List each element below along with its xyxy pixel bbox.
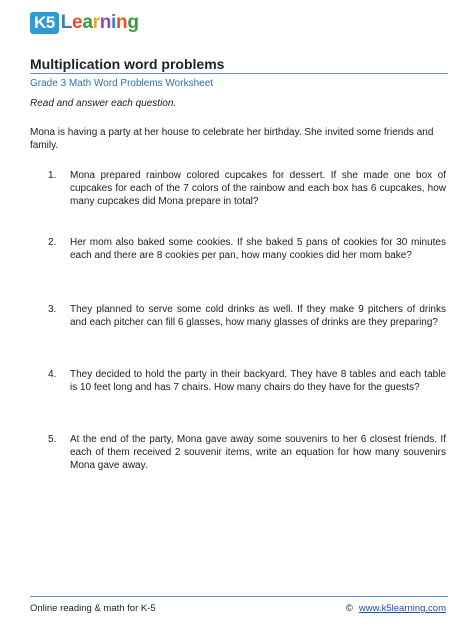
question-number: 3. [48, 304, 57, 315]
question-item [48, 236, 446, 262]
footer-website-link[interactable]: www.k5learning.com [358, 603, 446, 614]
question-number: 1. [48, 170, 57, 181]
question-number: 5. [48, 434, 57, 445]
question-number: 2. [48, 237, 57, 248]
logo-letter: e [72, 12, 83, 33]
instructions-text: Read and answer each question. [30, 98, 177, 109]
page-subtitle: Grade 3 Math Word Problems Worksheet [30, 78, 214, 89]
intro-paragraph: Mona is having a party at her house to celebrate her birthday. She invited some friends and family. [30, 127, 434, 151]
question-text: At the end of the party, Mona gave away some souvenirs to her 6 closest friends. If each of them received 2 souvenir items, write an equation for how many souvenirs Mona gave away. [70, 434, 446, 471]
question-text: Mona prepared rainbow colored cupcakes for dessert. If she made one box of cupcakes for each of the 7 colors of the rainbow and each box has 6 cupcakes, how many cupcakes did Mona prepare in total? [70, 170, 446, 207]
logo-letter: a [82, 12, 93, 33]
k5-learning-logo[interactable] [30, 10, 139, 36]
logo-letter: n [116, 12, 128, 33]
logo-letter: n [99, 12, 112, 33]
footer-copyright [346, 603, 446, 614]
question-text: They planned to serve some cold drinks as well. If they make 9 pitchers of drinks and each pitcher can fill 6 glasses, how many glasses of drinks are they preparing? [70, 304, 446, 328]
footer-tagline: Online reading & math for K-5 [30, 603, 156, 614]
logo-letter: i [111, 12, 117, 33]
question-text: Her mom also baked some cookies. If she baked 5 pans of cookies for 30 minutes each and there are 8 cookies per pan, how many cookies did her mom bake? [70, 237, 446, 261]
page-title: Multiplication word problems [30, 56, 225, 72]
question-item [48, 169, 446, 208]
header-divider [30, 73, 448, 74]
logo-letter: g [127, 12, 139, 33]
question-item [48, 303, 446, 329]
footer-divider [30, 596, 448, 597]
logo-letter: r [92, 12, 100, 33]
copyright-symbol: © [345, 603, 353, 614]
question-text: They decided to hold the party in their backyard. They have 8 tables and each table is 10 feet long and has 7 chairs. How many chairs do they have for the guests? [70, 369, 446, 393]
question-item [48, 433, 446, 472]
question-number: 4. [48, 369, 57, 380]
question-item [48, 368, 446, 394]
logo-wordmark [61, 12, 139, 34]
logo-letter: L [60, 12, 73, 33]
logo-k5-badge: K5 [30, 12, 59, 34]
